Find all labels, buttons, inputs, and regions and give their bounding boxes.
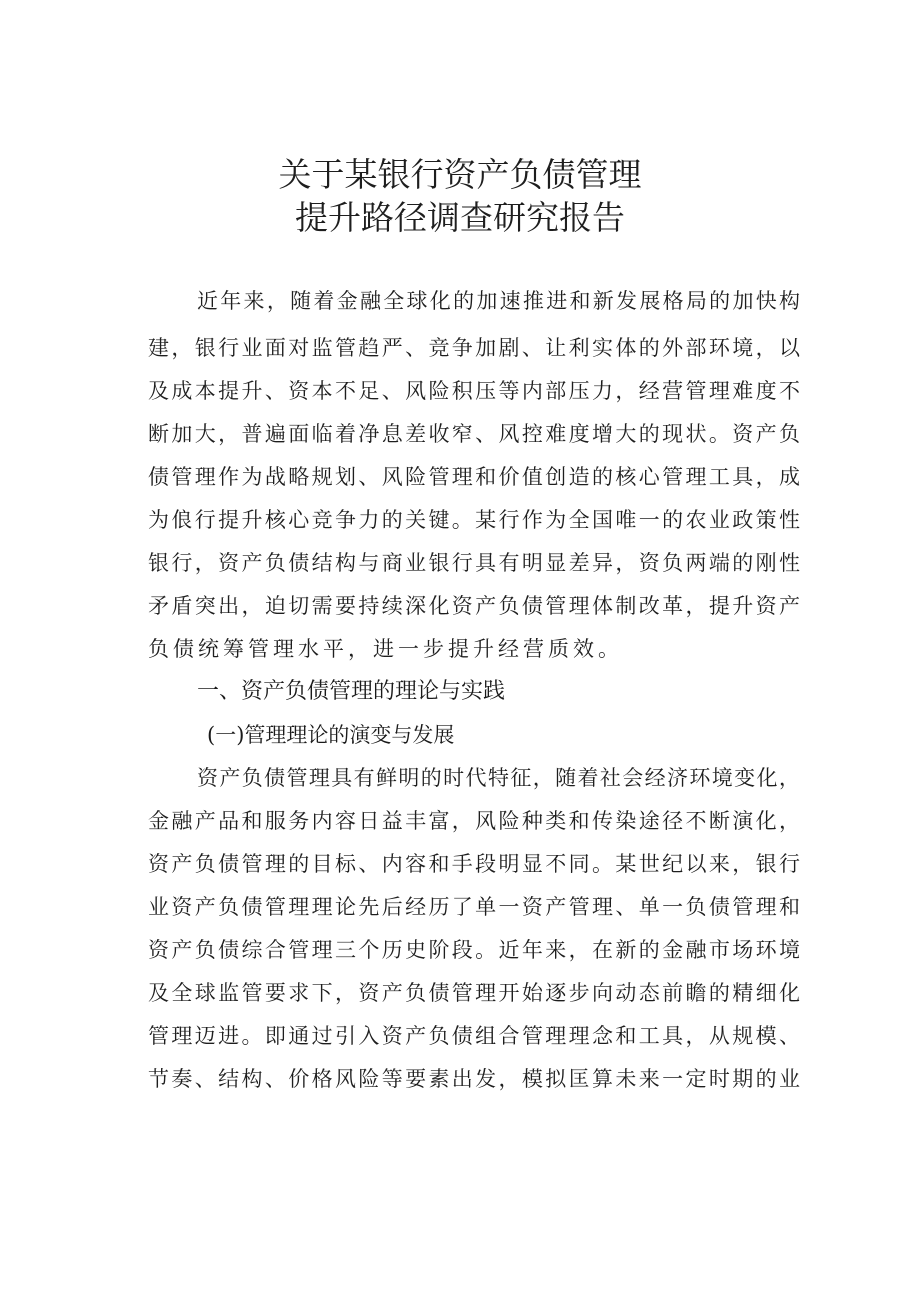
section-heading: 一、资产负债管理的理论与实践	[197, 679, 506, 704]
paragraph-2-line: 金融产品和服务内容日益丰富，风险种类和传染途径不断演化，	[148, 809, 803, 833]
paragraph-1-line: 及成本提升、资本不足、风险积压等内部压力，经营管理难度不	[148, 379, 803, 403]
paragraph-1-line: 负债统筹管理水平，进一步提升经营质效。	[148, 637, 623, 661]
paragraph-2-line: 业资产负债管理理论先后经历了单一资产管理、单一负债管理和	[148, 895, 803, 919]
subsection-heading: (一)管理理论的演变与发展	[207, 723, 455, 747]
paragraph-1-line: 债管理作为战略规划、风险管理和价值创造的核心管理工具，成	[148, 465, 803, 489]
paragraph-1-line: 为俍行提升核心竞争力的关键。某行作为全国唯一的农业政策性	[148, 508, 803, 532]
document-title-line-2: 提升路径调查研究报告	[295, 198, 625, 237]
paragraph-2-line: 资产负债管理的目标、内容和手段明显不同。某世纪以来，银行	[148, 852, 803, 876]
paragraph-1-line: 建，银行业面对监管趋严、竞争加剧、让利实体的外部环境，以	[148, 336, 803, 360]
paragraph-1-line: 近年来，随着金融全球化的加速推进和新发展格局的加快构	[197, 289, 803, 313]
document-title-line-1: 关于某银行资产负债管理	[278, 155, 642, 194]
paragraph-2-line: 资产负债管理具有鲜明的时代特征，随着社会经济环境变化，	[197, 766, 802, 790]
paragraph-1-line: 断加大，普遍面临着净息差收窄、风控难度增大的现状。资产负	[148, 422, 803, 446]
paragraph-2-line: 管理迈进。即通过引入资产负债组合管理理念和工具，从规模、	[148, 1024, 803, 1048]
paragraph-1-line: 矛盾突出，迫切需要持续深化资产负债管理体制改革，提升资产	[148, 594, 803, 618]
paragraph-2-line: 资产负债综合管理三个历史阶段。近年来，在新的金融市场环境	[148, 938, 803, 962]
paragraph-1-line: 银行，资产负债结构与商业银行具有明显差异，资负两端的刚性	[148, 551, 803, 575]
paragraph-2-line: 节奏、结构、价格风险等要素出发，模拟匡算未来一定时期的业	[148, 1067, 803, 1091]
paragraph-2-line: 及全球监管要求下，资产负债管理开始逐步向动态前瞻的精细化	[148, 981, 803, 1005]
